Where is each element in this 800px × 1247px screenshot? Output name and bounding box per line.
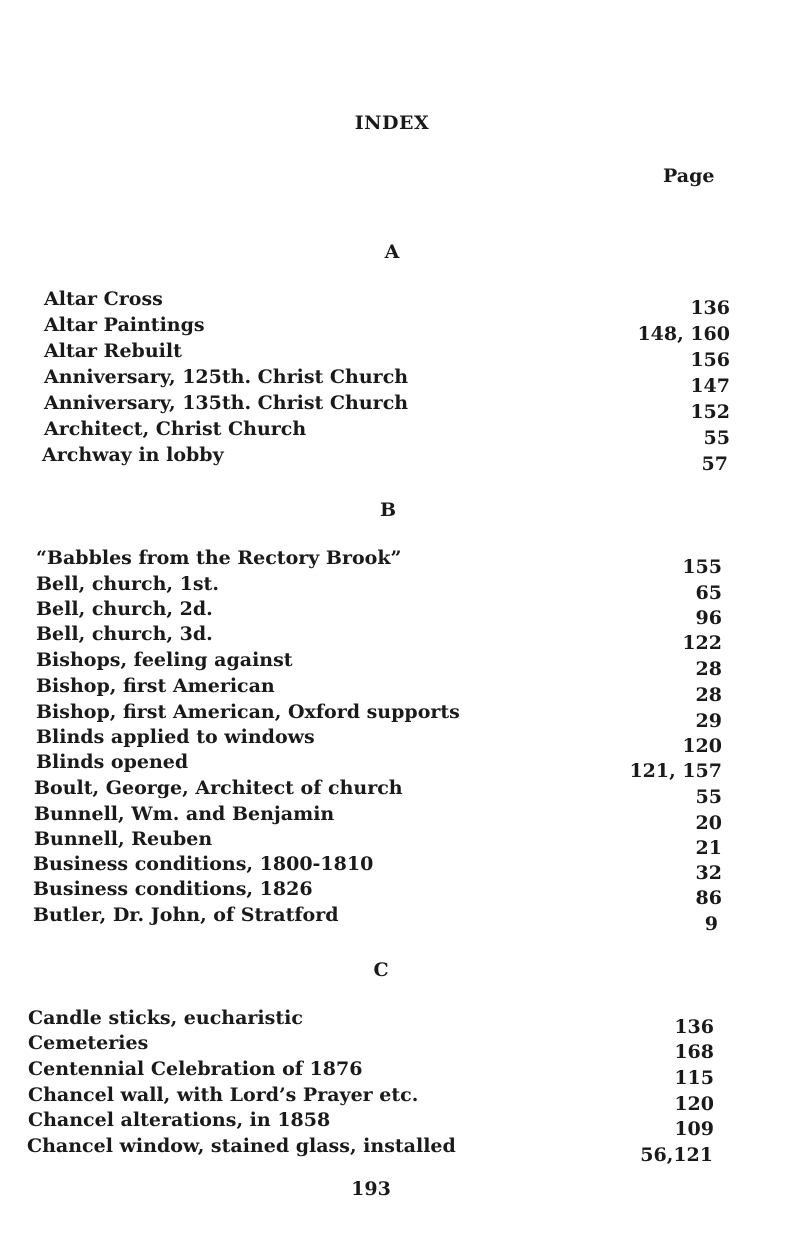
- entry-label: Cemeteries: [28, 1032, 149, 1054]
- entry-label: Chancel window, stained glass, installed: [27, 1135, 456, 1157]
- entry-label: Butler, Dr. John, of Stratford: [33, 904, 339, 926]
- entry-pages: 32: [695, 862, 722, 884]
- index-entry: [44, 340, 730, 371]
- entry-pages: 115: [674, 1067, 714, 1089]
- index-entry: [36, 573, 722, 604]
- index-entry: [36, 598, 722, 629]
- entry-pages: 29: [695, 710, 722, 732]
- section-letter-a: A: [384, 241, 400, 263]
- entry-label: Architect, Christ Church: [44, 418, 307, 440]
- entry-pages: 9: [704, 913, 718, 935]
- index-entry: [44, 366, 730, 397]
- entry-label: Anniversary, 135th. Christ Church: [44, 392, 409, 414]
- entry-pages: 155: [682, 556, 722, 578]
- section-letter-b: B: [379, 499, 397, 521]
- entry-pages: 168: [674, 1041, 714, 1063]
- index-entry: [33, 904, 718, 935]
- index-entry: [36, 751, 722, 782]
- section-letter-c: C: [373, 959, 389, 981]
- entry-label: Bunnell, Reuben: [34, 828, 213, 850]
- entry-pages: 65: [695, 582, 722, 604]
- entry-pages: 21: [695, 837, 722, 859]
- entry-label: Bishop, first American, Oxford supports: [36, 701, 460, 723]
- entry-pages: 55: [695, 786, 722, 808]
- entry-pages: 120: [674, 1093, 714, 1115]
- index-entry: [33, 853, 722, 884]
- entry-pages: 121, 157: [629, 760, 722, 782]
- page-title: INDEX: [354, 112, 430, 134]
- entry-pages: 120: [682, 735, 722, 757]
- entry-label: Bishops, feeling against: [36, 649, 293, 671]
- entry-label: Business conditions, 1826: [33, 878, 313, 900]
- entry-pages: 57: [701, 453, 728, 475]
- entry-label: Business conditions, 1800-1810: [33, 853, 374, 875]
- entry-pages: 96: [695, 607, 722, 629]
- entry-label: Centennial Celebration of 1876: [28, 1058, 363, 1080]
- entry-label: Anniversary, 125th. Christ Church: [44, 366, 409, 388]
- entry-label: Blinds applied to windows: [36, 726, 315, 748]
- index-entry: [28, 1058, 714, 1089]
- entry-pages: 136: [674, 1016, 714, 1038]
- index-entry: [34, 803, 722, 834]
- entry-pages: 86: [695, 887, 722, 909]
- index-entry: [34, 777, 722, 808]
- entry-label: Bell, church, 3d.: [36, 623, 213, 645]
- index-entry: [44, 288, 730, 319]
- index-entry: [27, 1135, 713, 1166]
- index-entry: [28, 1084, 714, 1115]
- index-entry: [28, 1032, 714, 1063]
- index-entry: [36, 649, 722, 680]
- index-entry: [33, 878, 722, 909]
- entry-label: Bunnell, Wm. and Benjamin: [34, 803, 335, 825]
- index-entry: [36, 675, 722, 706]
- index-entry: [28, 1109, 714, 1140]
- entry-label: Chancel alterations, in 1858: [28, 1109, 331, 1131]
- entry-label: Altar Paintings: [44, 314, 205, 336]
- entry-label: Bishop, first American: [36, 675, 275, 697]
- index-entry: [36, 701, 722, 732]
- entry-pages: 28: [695, 684, 722, 706]
- entry-pages: 28: [695, 658, 722, 680]
- entry-label: Blinds opened: [36, 751, 189, 773]
- entry-pages: 148, 160: [637, 323, 730, 345]
- entry-pages: 56,121: [640, 1144, 713, 1166]
- index-entry: [42, 444, 728, 475]
- entry-label: “Babbles from the Rectory Brook”: [36, 547, 402, 569]
- entry-label: Bell, church, 2d.: [36, 598, 213, 620]
- index-entry: [28, 1007, 714, 1038]
- entry-pages: 122: [682, 632, 722, 654]
- index-entry: [36, 726, 722, 757]
- entry-label: Candle sticks, eucharistic: [28, 1007, 303, 1029]
- entry-pages: 156: [690, 349, 730, 371]
- page-column-label: Page: [663, 165, 715, 187]
- index-entry: [36, 623, 722, 654]
- entry-label: Bell, church, 1st.: [36, 573, 219, 595]
- index-entry: [34, 828, 722, 859]
- entry-pages: 152: [690, 401, 730, 423]
- entry-pages: 136: [690, 297, 730, 319]
- page-number: 193: [351, 1178, 391, 1200]
- index-entry: [36, 547, 722, 578]
- entry-label: Archway in lobby: [42, 444, 224, 466]
- entry-label: Altar Cross: [44, 288, 163, 310]
- entry-pages: 109: [674, 1118, 714, 1140]
- index-entry: [44, 392, 730, 423]
- entry-pages: 55: [703, 427, 730, 449]
- entry-pages: 20: [695, 812, 722, 834]
- index-entry: [44, 418, 730, 449]
- entry-pages: 147: [690, 375, 730, 397]
- entry-label: Altar Rebuilt: [44, 340, 182, 362]
- index-entry: [44, 314, 730, 345]
- entry-label: Chancel wall, with Lord’s Prayer etc.: [28, 1084, 419, 1106]
- entry-label: Boult, George, Architect of church: [34, 777, 403, 799]
